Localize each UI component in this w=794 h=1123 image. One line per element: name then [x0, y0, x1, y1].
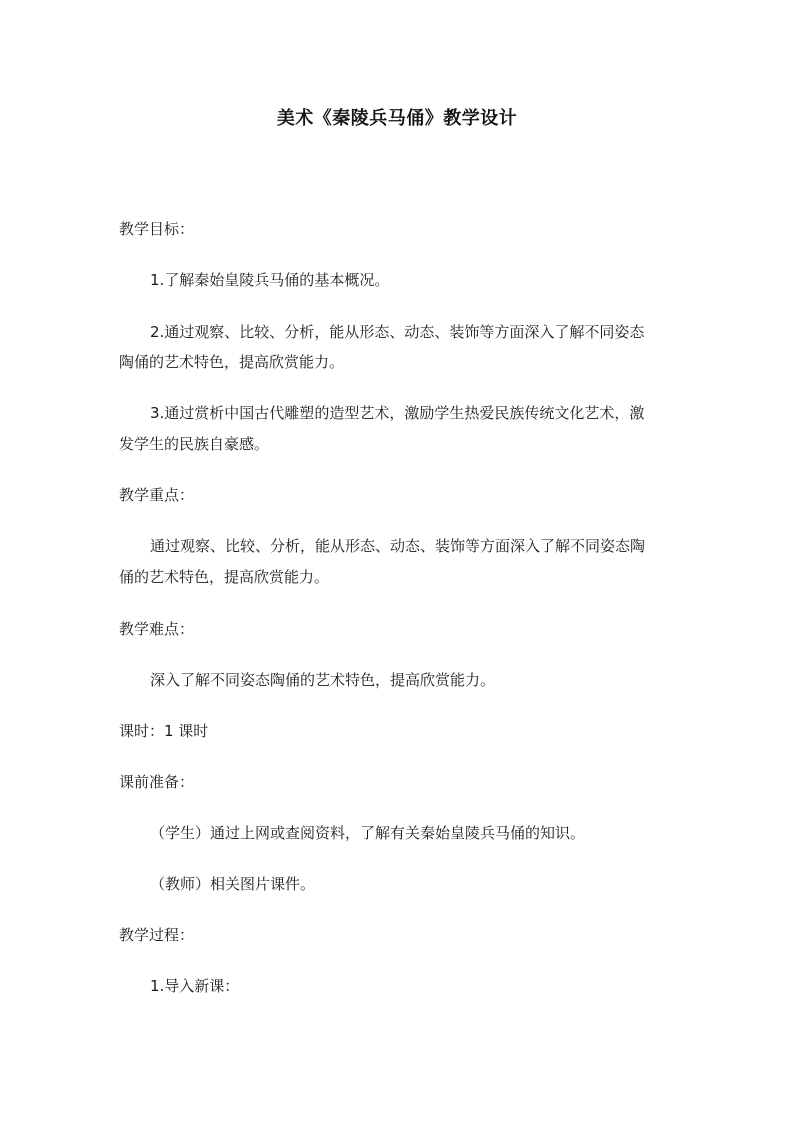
objective-item-3-line-1: 3.通过赏析中国古代雕塑的造型艺术，激励学生热爱民族传统文化艺术，激	[150, 404, 645, 422]
difficulties-line-1: 深入了解不同姿态陶俑的艺术特色，提高欣赏能力。	[150, 671, 496, 689]
preparation-student: （学生）通过上网或查阅资料，了解有关秦始皇陵兵马俑的知识。	[150, 824, 586, 842]
difficulties-heading: 教学难点：	[119, 620, 195, 638]
key-points-line-1: 通过观察、比较、分析，能从形态、动态、装饰等方面深入了解不同姿态陶	[150, 537, 646, 555]
process-item-1: 1.导入新课：	[150, 977, 240, 995]
preparation-heading: 课前准备：	[119, 773, 195, 791]
objective-item-3-line-2: 发学生的民族自豪感。	[119, 435, 270, 453]
objective-item-1: 1.了解秦始皇陵兵马俑的基本概况。	[150, 271, 390, 289]
objective-item-2-line-1: 2.通过观察、比较、分析，能从形态、动态、装饰等方面深入了解不同姿态	[150, 323, 645, 341]
key-points-line-2: 俑的艺术特色，提高欣赏能力。	[119, 568, 330, 586]
document-title: 美术《秦陵兵马俑》教学设计	[276, 108, 518, 129]
process-heading: 教学过程：	[119, 926, 195, 944]
objectives-heading: 教学目标：	[119, 220, 195, 238]
class-hours: 课时：1 课时	[119, 722, 209, 740]
objective-item-2-line-2: 陶俑的艺术特色，提高欣赏能力。	[119, 353, 345, 371]
key-points-heading: 教学重点：	[119, 486, 195, 504]
preparation-teacher: （教师）相关图片课件。	[150, 875, 316, 893]
